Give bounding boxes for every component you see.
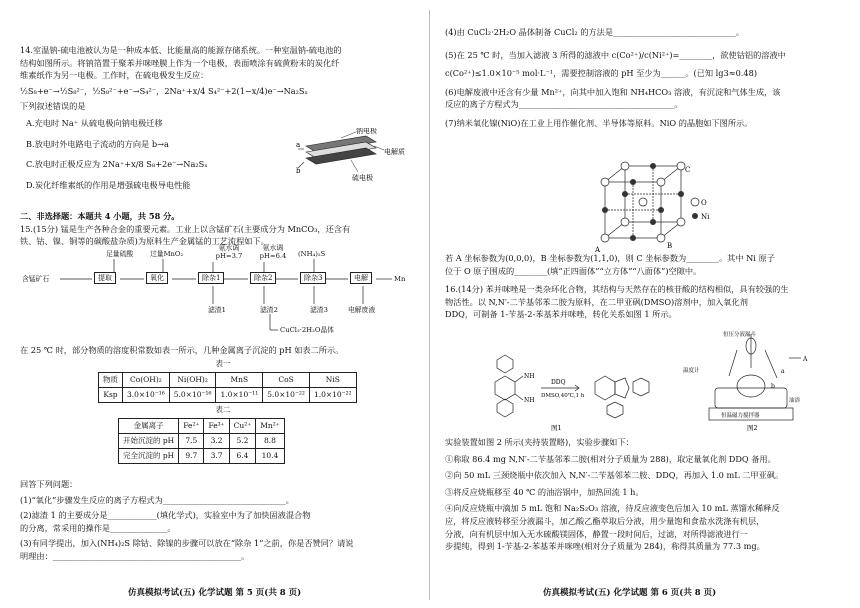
q14-option-a: A.充电时 Na⁺ 从硫电极向钠电极迁移	[26, 117, 163, 128]
table-cell: 完全沉淀的 pH	[119, 449, 179, 464]
residue-label: 滤渣1	[208, 306, 226, 314]
battery-diagram	[296, 128, 416, 183]
figure-2-caption: 图2	[747, 424, 758, 432]
q16-step: ①称取 86.4 mg N,N′-二苄基邻苯二胺(相对分子质量为 288)，取定量氧化剂 DDQ 备用。	[445, 453, 776, 464]
q15-line: 铁、钴、镍、铜等的碳酸盐杂质)为原料生产金属锰的工艺流程如下。	[20, 236, 269, 247]
apparatus-label-A: A	[803, 356, 808, 363]
point-label-b: B	[667, 242, 673, 250]
table-cell: Ksp	[99, 388, 123, 403]
step-box: 除杂1	[198, 272, 224, 284]
ph-table	[118, 418, 285, 464]
q14-line: 结构如图所示。将钠箔置于聚苯并咪唑膜上作为一个电极，表面喷涂有硫黄粉末的炭化纤	[20, 57, 340, 68]
table-cell: Fe²⁺	[179, 419, 204, 434]
q14-line: 14.室温钠-硫电池被认为是一种成本低、比能量高的能源存储系统。一种室温钠-硫电池的	[20, 45, 342, 55]
table-cell: 物质	[99, 373, 123, 388]
q16-line: DDQ，可制备 1-苄基-2-苯基苯并咪唑，转化关系如图 1 所示。	[445, 309, 677, 320]
reaction-reagent: DDQ	[551, 379, 566, 386]
q15-sub7c: 位于 O 原子围成的________(填“正四面体”“立方体”“八面体”)空隙中。	[445, 265, 702, 276]
table-cell: 1.0×10⁻¹¹	[216, 388, 263, 403]
step-box: 除杂3	[300, 272, 326, 284]
q15-sub2: 的分离，常采用的操作是______________。	[20, 522, 176, 533]
table-cell: 10.4	[256, 449, 284, 464]
oil-bath-label: 油浴	[789, 398, 801, 404]
funnel-label: 恒压分液漏斗	[723, 332, 757, 338]
q16-steps-intro: 实验装置如图 2 所示(夹持装置略)，实验步骤如下：	[445, 437, 634, 447]
figure-1-caption: 图1	[551, 424, 562, 432]
q16-step: 步提纯，得到 1-苄基-2-苯基苯并咪唑(相对分子质量为 284)，称得其质量为 77.3 mg。	[445, 541, 765, 552]
table-cell: 7.5	[179, 434, 204, 449]
reagent-label: 足量硫酸	[106, 250, 134, 258]
table2-caption: 表二	[215, 405, 231, 414]
page-footer: 仿真模拟考试(五) 化学试题 第 5 页(共 8 页)	[128, 588, 302, 599]
battery-label-b: b	[296, 167, 301, 175]
stirrer-label: 恒温磁力搅拌器	[721, 413, 760, 419]
q15-sub5: (5)在 25 ℃ 时，当加入滤液 3 所得的滤液中 c(Co²⁺)/c(Ni²⁺)=________，欲使钴铝的溶液中	[445, 49, 786, 60]
apparatus-diagram	[681, 328, 831, 432]
table-cell: 5.2	[229, 434, 256, 449]
legend-ni-icon	[692, 213, 698, 219]
apparatus-label-b: b	[771, 383, 775, 390]
thermometer-label: 温度计	[683, 368, 700, 374]
step-box: 除杂2	[250, 272, 276, 284]
reagent-label: 氨水调 pH=6.4	[259, 244, 287, 260]
battery-label-electrolyte: 电解质	[384, 148, 405, 156]
reaction-scheme	[475, 352, 665, 432]
q15-sub3: (3)有同学提出，加入(NH₄)₂S 除钴、除镍的步骤可以放在“除杂 1”之前，你是否赞同？请说	[20, 538, 354, 549]
page-footer: 仿真模拟考试(五) 化学试题 第 6 页(共 8 页)	[543, 588, 717, 599]
q15-sub6: 反应的离子方程式为______________________________________。	[445, 99, 683, 110]
product-label: Mn	[394, 275, 406, 283]
table-cell: 5.0×10⁻²²	[263, 388, 310, 403]
q15-sub5: c(Co²⁺)≤1.0×10⁻⁵ mol·L⁻¹，需要控制溶液的 pH 至少为______。(已知 lg3≈0.48)	[445, 68, 758, 79]
residue-label: 电解废液	[348, 306, 376, 314]
q15-sub7b: 若 A 坐标参数为(0,0,0)，B 坐标参数为(1,1,0)，则 C 坐标参数为________。其中 Ni 原子	[445, 253, 775, 263]
q15-sub1: (1)“氧化”步骤发生反应的离子方程式为______________________________。	[20, 494, 294, 505]
q16-step: ③将反应烧瓶移至 40 ℃ 的油浴锅中，加热回流 1 h。	[445, 486, 644, 497]
q16-step: 应，将反应液转移至分液漏斗，加乙酸乙酯萃取后分液，用少量饱和食盐水洗涤有机层，	[445, 515, 765, 526]
reaction-condition: DMSO,40℃,1 h	[541, 393, 585, 399]
ksp-table	[98, 372, 357, 403]
battery-label-s: 硫电极	[352, 174, 373, 182]
step-box: 电解	[350, 272, 372, 284]
legend-o-label: O	[701, 199, 707, 207]
table-cell: Mn²⁺	[256, 419, 284, 434]
table-cell: 6.4	[229, 449, 256, 464]
table1-caption: 表一	[215, 359, 231, 368]
reagent-label: 过量MnO₂	[150, 250, 184, 258]
q14-prompt: 下列叙述错误的是	[20, 101, 86, 112]
table-cell: 3.2	[204, 434, 229, 449]
table-cell: 金属离子	[119, 419, 179, 434]
table-cell: Ni(OH)₂	[169, 373, 216, 388]
table-row	[99, 388, 357, 403]
table-cell: 3.7	[204, 449, 229, 464]
table-row	[119, 449, 285, 464]
raw-material: 含锰矿石	[22, 275, 50, 283]
q15-table-intro: 在 25 ℃ 时，部分物质的溶度积常数如表一所示，几种金属离子沉淀的 pH 如表二所示。	[20, 345, 344, 355]
q15-sub7: (7)纳米氧化镍(NiO)在工业上用作催化剂、半导体等原料。NiO 的晶胞如下图所示。	[445, 117, 753, 128]
point-label-c: C	[685, 166, 691, 174]
q15-ask: 回答下列问题：	[20, 479, 78, 489]
table-cell: 5.0×10⁻¹⁶	[169, 388, 216, 403]
table-header-row	[99, 373, 357, 388]
residue-label: 滤渣2	[260, 306, 278, 314]
table-cell: MnS	[216, 373, 263, 388]
table-cell: NiS	[309, 373, 356, 388]
page-divider	[429, 10, 430, 600]
left-page	[18, 0, 428, 608]
q15-sub6: (6)电解废液中还含有少量 Mn²⁺，向其中加入饱和 NH₄HCO₃ 溶液，有沉淀和气体生成，该	[445, 86, 781, 97]
table-cell: Fe³⁺	[204, 419, 229, 434]
q15-line: 15.(15分) 锰是生产各种合金的重要元素。工业上以含锰矿石(主要成分为 MnCO₃，还含有	[20, 223, 351, 234]
legend-ni-label: Ni	[701, 213, 710, 221]
battery-label-na: 钠电极	[356, 128, 377, 135]
svg-text:NH: NH	[524, 397, 535, 404]
svg-text:NH: NH	[524, 373, 535, 380]
crystal-cell-diagram	[593, 160, 713, 255]
q16-step: 分液，向有机层中加入无水硫酸镁固体，静置一段时间后，过滤，对所得滤液进行一	[445, 528, 748, 539]
crystal-label: CuCl₂·2H₂O晶体	[280, 326, 334, 334]
q14-option-c: C.放电时正极反应为 2Na⁺+x/8 S₈+2e⁻→Na₂Sₓ	[26, 159, 208, 170]
apparatus-label-a: a	[781, 368, 785, 375]
table-cell: Cu²⁺	[229, 419, 256, 434]
section-title: 二、非选择题：本题共 4 小题，共 58 分。	[20, 211, 180, 221]
q16-step: ②向 50 mL 三颈烧瓶中依次加入 N,N′-二苄基邻苯二胺、DDQ，再加入 1.0 mL 二甲亚砜。	[445, 470, 784, 481]
q14-equation: ½S₈+e⁻→½S₈²⁻，½S₈²⁻+e⁻→S₄²⁻，2Na⁺+x/4 S₄²⁻+2(1−x/4)e⁻→Na₂Sₓ	[20, 85, 308, 96]
residue-label: 滤渣3	[310, 306, 328, 314]
right-page	[445, 0, 855, 608]
step-box: 提取	[94, 272, 116, 284]
q16-step: ④向反应烧瓶中滴加 5 mL 饱和 Na₂S₂O₃ 溶液，待反应液变色后加入 10 mL 蒸馏水稀释反	[445, 503, 780, 514]
table-cell: CoS	[263, 373, 310, 388]
battery-label-a: a	[296, 141, 301, 149]
q14-option-b: B.放电时外电路电子流动的方向是 b→a	[26, 138, 169, 149]
table-cell: 3.0×10⁻¹⁶	[123, 388, 170, 403]
point-label-a: A	[595, 246, 601, 254]
reagent-label: 氨水调 pH=3.7	[215, 244, 243, 260]
flow-arrows	[18, 250, 428, 340]
step-box: 氧化	[146, 272, 168, 284]
table-header-row	[119, 419, 285, 434]
table-cell: 9.7	[179, 449, 204, 464]
table-cell: Co(OH)₂	[123, 373, 170, 388]
q16-line: 16.(14分) 苯并咪唑是一类杂环化合物，其结构与天然存在的核苷酸的结构相似，具有较强的生	[445, 284, 789, 295]
q15-sub2: (2)滤渣 1 的主要成分是____________(填化学式)，实验室中为了加快固液混合物	[20, 510, 311, 521]
table-cell: 1.0×10⁻²²	[309, 388, 356, 403]
table-cell: 8.8	[256, 434, 284, 449]
table-row	[119, 434, 285, 449]
q16-line: 物活性。以 N,N′-二苄基邻苯二胺为原料，在二甲亚砜(DMSO)溶剂中，加入氧化剂	[445, 296, 748, 307]
q14-option-d: D.炭化纤维素纸的作用是增强硫电极导电性能	[26, 179, 191, 190]
table-cell: 开始沉淀的 pH	[119, 434, 179, 449]
q15-sub3: 明理由：______________________________________________。	[20, 550, 250, 561]
q14-line: 维素纸作为另一电极。工作时，在硫电极发生反应：	[20, 70, 209, 81]
process-flowchart	[18, 244, 428, 340]
legend-o-icon	[691, 198, 699, 206]
reagent-label: (NH₄)₂S	[298, 250, 326, 258]
q15-sub4: (4)由 CuCl₂·2H₂O 晶体制备 CuCl₂ 的方法是______________________________。	[445, 27, 745, 37]
